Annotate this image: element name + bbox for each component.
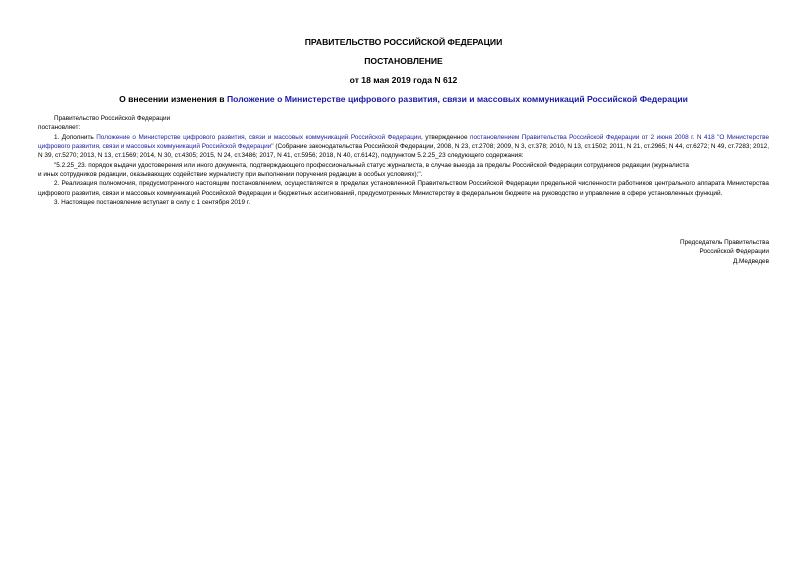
signatory-position-2: Российской Федерации [699,248,769,256]
document-body [38,114,769,207]
paragraph-2: 2. Реализация полномочия, предусмотренного настоящим постановлением, осуществляется в пределах установленной Правительством Российской Федерации предельной численности работников центрального аппарата Министерства цифрового развития, связи и массовых коммуникаций Российской Федерации и бюджетных ассигнований, предусмотренных Министерству в федеральном бюджете на руководство и управление в сфере установленных функций. [38,180,769,197]
document-type: ПОСТАНОВЛЕНИЕ [364,56,443,66]
signature-block [680,238,769,266]
regulation-link[interactable]: Положение о Министерстве цифрового развития, связи и массовых коммуникаций Российской Федерации [96,133,422,141]
signatory-name: Д.Медведев [732,257,769,265]
quoted-subparagraph-line-1: "5.2.25_23. порядок выдачи удостоверения или иного документа, подтверждающего профессиональный статус журналиста, в случае выезда за пределы Российской Федерации сотрудников редакции (журналиста [54,161,689,169]
paragraph-1-lead: 1. Дополнить [54,133,97,141]
intro-government: Правительство Российской Федерации [54,115,171,122]
paragraph-1-mid: , утвержденное [421,133,471,141]
paragraph-1 [38,133,769,161]
signatory-position-1: Председатель Правительства [680,239,769,246]
quoted-subparagraph-line-2: и иных сотрудников редакции, оказывающих содействие журналисту при выполнении поручения редакции в особых условиях);". [38,171,423,179]
document-title [0,94,807,105]
intro-resolves: постановляет: [38,124,81,132]
issuing-authority: ПРАВИТЕЛЬСТВО РОССИЙСКОЙ ФЕДЕРАЦИИ [304,37,503,47]
decree-link[interactable]: постановлением Правительства Российской Федерации от 2 июня 2008 г. N 418 "О Министерстве цифрового развития, связи и массовых коммуникаций Российской Федерации" [38,133,770,151]
title-prefix: О внесении изменения в [119,94,227,104]
paragraph-1-rest: (Собрание законодательства Российской Федерации, 2008, N 23, ст.2708; 2009, N 3, ст.378; 2010, N 13, ст.1502; 2011, N 21, ст.2965; N 44, ст.6272; N 49, ст.7283; 2012, N 39, ст.5270; 2013, N 13, ст.1569; 2014, N 30, ст.4305; 2015, N 24, ст.3486; 2017, N 41, ст.5956; 2018, N 40, ст.6142), подпунктом 5.2.25_23 следующего содержания: [38,143,770,160]
paragraph-3: 3. Настоящее постановление вступает в силу с 1 сентября 2019 г. [54,199,251,207]
document-date-number: от 18 мая 2019 года N 612 [349,75,458,85]
title-link[interactable]: Положение о Министерстве цифрового развития, связи и массовых коммуникаций Российской Федерации [226,94,688,104]
